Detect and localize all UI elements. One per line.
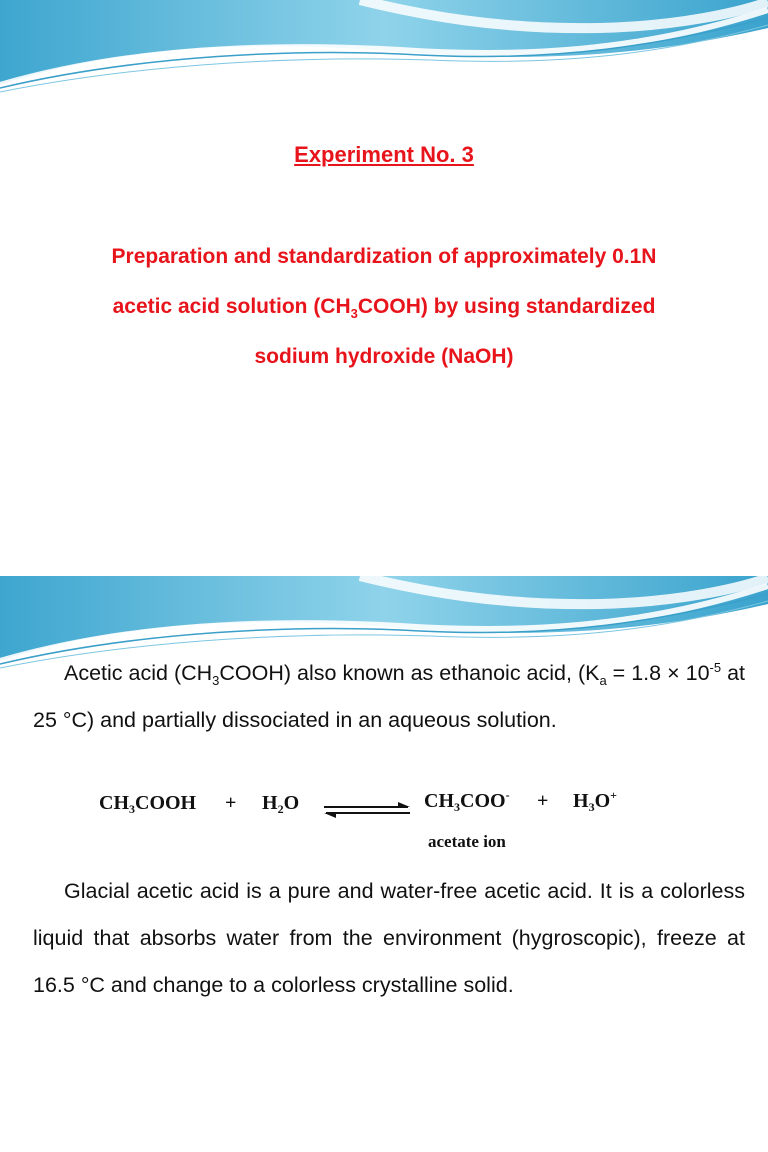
experiment-title: Experiment No. 3 (294, 142, 474, 167)
equilibrium-arrows-icon (322, 798, 412, 822)
equation-product-1: $CH_3COO^-$ (424, 788, 510, 814)
experiment-subtitle (40, 232, 728, 382)
p1-text-c: = 1.8 × 10 (606, 661, 710, 685)
paragraph-acetic-acid (33, 650, 745, 744)
p1-text-b: COOH) also known as ethanoic acid, (K (219, 661, 600, 685)
paragraph-glacial-acetic-acid (33, 868, 745, 1009)
subtitle-line-2b: COOH) by using standardized (357, 295, 656, 318)
subscript-3: 3 (212, 673, 220, 688)
equation-reactant-2: $H_2O$ (262, 792, 300, 816)
slide-2 (0, 576, 768, 1152)
subscript-3: 3 (350, 306, 358, 321)
p2-text: Glacial acetic acid is a pure and water-free acetic acid. It is a colorless liquid that absorbs water from the environment (hygroscopic), freeze at 16.5 °C and change to a colorless crystalline solid. (33, 879, 745, 997)
p1-text-d: at 25 °C) and partially dissociated in an aqueous solution. (33, 661, 746, 732)
p1-text-a: Acetic acid (CH (64, 661, 213, 685)
wave-header-decoration (0, 0, 768, 100)
subscript-a: a (599, 673, 607, 688)
equation-plus-2: + (537, 790, 549, 812)
acetate-ion-label: acetate ion (428, 832, 506, 851)
equation-reactant-1: $CH_3COOH$ (99, 792, 197, 816)
equation-product-2: $H_3O^+$ (573, 788, 617, 814)
superscript-exponent: -5 (709, 660, 722, 675)
subtitle-line-2a: acetic acid solution (CH (112, 295, 351, 318)
subtitle-line-3: sodium hydroxide (NaOH) (254, 345, 514, 368)
subtitle-line-1: Preparation and standardization of approximately 0.1N (111, 245, 657, 268)
equation-plus-1: + (225, 792, 237, 814)
